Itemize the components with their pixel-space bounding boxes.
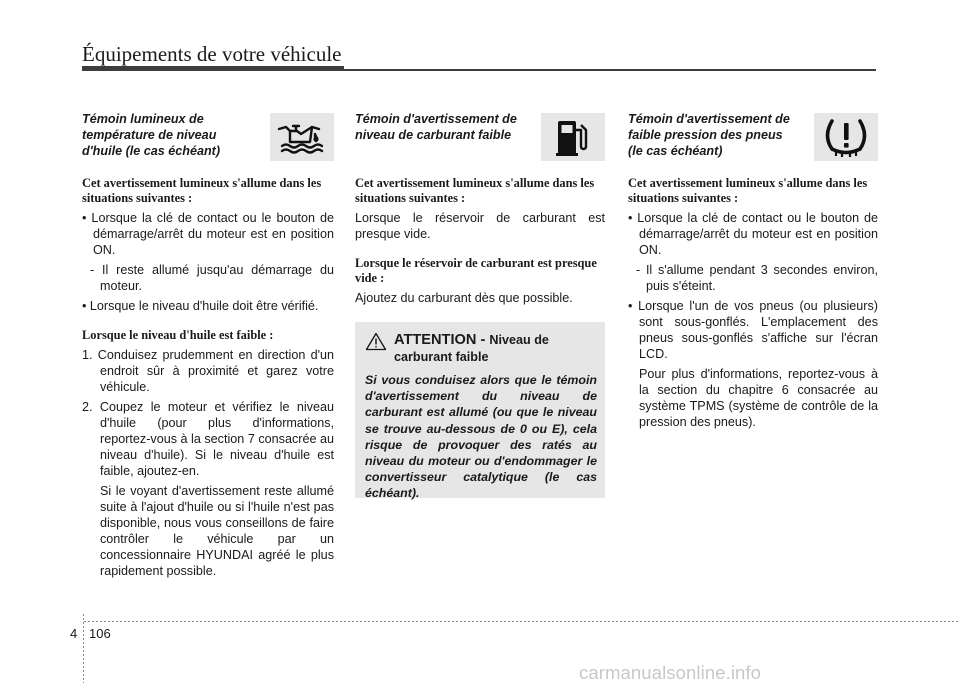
tire-bullet-1-sub: - Il s'allume pendant 3 secondes environ, puis s'éteint. [636, 263, 878, 293]
tire-pressure-heading: Témoin d'avertissement de faible pression des pneus (le cas échéant) [628, 112, 790, 158]
tire-pressure-icon-box [814, 113, 878, 161]
fuel-warning-section [355, 110, 605, 306]
attention-body: Si vous conduisez alors que le témoin d'avertissement du niveau de carburant est allumé (ou que le niveau se trouve au-dessous de 0 ou E), cela risque de provoquer des ratés au niveau du moteur ou d'endommager le convertisseur catalytique (le cas échéant). [365, 373, 597, 501]
oil-warning-icon-box [270, 113, 334, 161]
page-header-title: Équipements de votre véhicule [82, 42, 342, 66]
oil-bullet-1: • Lorsque la clé de contact ou le bouton de démarrage/arrêt du moteur est en position ON. [82, 211, 334, 257]
oil-bullet-2: • Lorsque le niveau d'huile doit être vérifié. [82, 299, 319, 313]
attention-title-sub: Niveau de carburant faible [394, 333, 549, 364]
oil-temperature-level-icon [275, 120, 329, 154]
oil-step-2-continued: Si le voyant d'avertissement reste allumé suite à l'ajout d'huile ou si l'huile n'est pas disponible, nous vous conseillons de faire contrôler le véhicule par un concessionnaire HYUNDAI agréé le plus rapidement possible. [100, 484, 334, 578]
warning-triangle-icon [365, 332, 387, 351]
tire-bullet-2-continued: Pour plus d'informations, reportez-vous à la section du chapitre 6 consacrée au système TPMS (système de contrôle de la pression des pneus). [639, 367, 878, 429]
footer-vertical-rule [83, 614, 84, 683]
tire-pressure-section [628, 110, 878, 430]
fuel-warning-intro: Cet avertissement lumineux s'allume dans les situations suivantes : [355, 176, 595, 205]
header-bar [82, 66, 344, 71]
tire-bullet-1: • Lorsque la clé de contact ou le bouton de démarrage/arrêt du moteur est en position ON. [628, 211, 878, 257]
header-rule [344, 69, 876, 71]
page-number: 106 [89, 626, 111, 641]
fuel-warning-icon-box [541, 113, 605, 161]
fuel-low-action: Ajoutez du carburant dès que possible. [355, 291, 573, 305]
chapter-number: 4 [70, 626, 78, 641]
attention-box [355, 322, 605, 501]
tire-bullet-2: • Lorsque l'un de vos pneus (ou plusieurs) sont sous-gonflés. L'emplacement des pneus sous-gonflés s'affiche sur l'écran LCD. [628, 299, 878, 361]
fuel-pump-icon [553, 116, 593, 158]
fuel-warning-condition: Lorsque le réservoir de carburant est presque vide. [355, 211, 605, 241]
tire-pressure-warning-icon [819, 116, 873, 158]
fuel-warning-heading: Témoin d'avertissement de niveau de carburant faible [355, 112, 517, 142]
watermark: carmanualsonline.info [579, 662, 762, 683]
fuel-low-heading: Lorsque le réservoir de carburant est presque vide : [355, 256, 597, 285]
oil-warning-section [82, 110, 334, 579]
oil-bullet-1-sub: - Il reste allumé jusqu'au démarrage du moteur. [90, 263, 334, 293]
oil-step-2: 2. Coupez le moteur et vérifiez le niveau d'huile (pour plus d'informations, reportez-vous à la section 7 consacrée au niveau d'huile). Si le niveau d'huile est faible, ajoutez-en. [82, 400, 334, 478]
attention-title-main: ATTENTION - [394, 332, 486, 348]
attention-title [394, 332, 597, 366]
oil-warning-intro: Cet avertissement lumineux s'allume dans les situations suivantes : [82, 176, 322, 205]
tire-warning-intro: Cet avertissement lumineux s'allume dans les situations suivantes : [628, 176, 868, 205]
oil-step-1: 1. Conduisez prudemment en direction d'un endroit sûr à proximité et garez votre véhicule. [82, 348, 334, 394]
oil-warning-heading: Témoin lumineux de température de niveau d'huile (le cas échéant) [82, 112, 221, 158]
oil-low-heading: Lorsque le niveau d'huile est faible : [82, 328, 274, 342]
footer-horizontal-rule [84, 621, 960, 622]
